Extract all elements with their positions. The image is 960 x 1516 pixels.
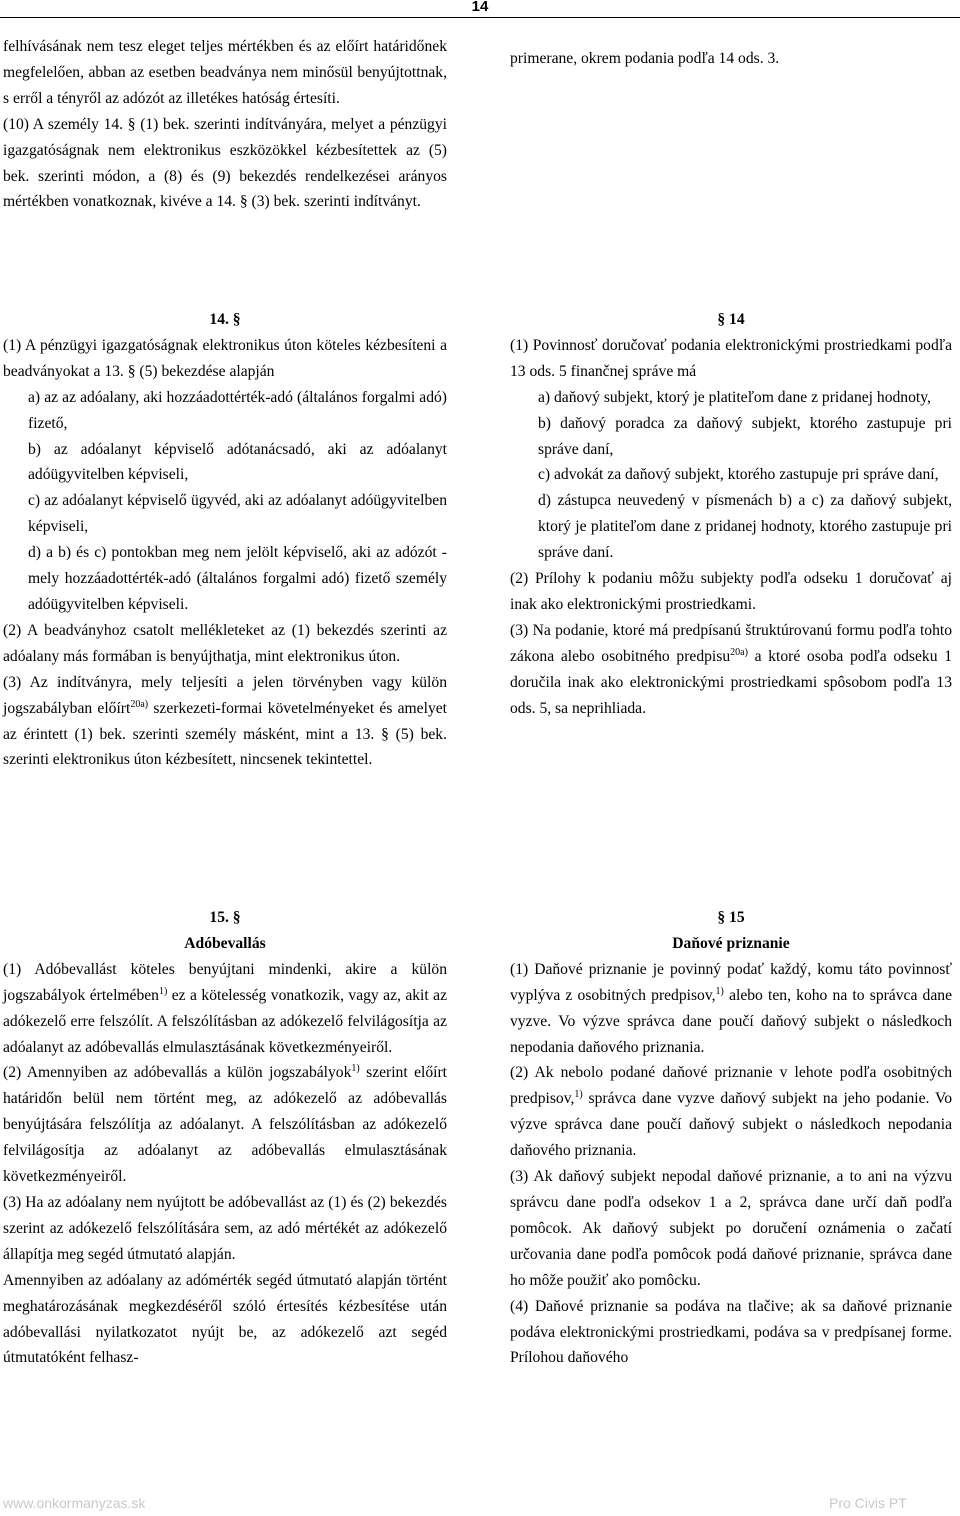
section-heading: § 14 (717, 311, 745, 328)
list-item: b) az adóalanyt képviselő adótanácsadó, aki az adóalanyt adóügyvitelben képviseli, (28, 440, 447, 484)
section-14-hu (3, 307, 447, 773)
section-heading: § 15 (717, 909, 745, 926)
text-run: (2) Ak nebolo podané daňové priznanie v lehote podľa osobitných predpisov, (510, 1064, 952, 1108)
text-run: (3) Az indítványra, mely teljesíti a jelen törvényben vagy külön jogszabályban előírt (3, 673, 447, 717)
section-title: Adóbevallás (184, 934, 266, 952)
page-number: 14 (471, 0, 489, 15)
list-item: d) zástupca neuvedený v písmenách b) a c) za daňový subjekt, ktorý je platiteľom dane z pridanej hodnoty, ktorého zastupuje pri správe daní. (538, 492, 952, 562)
section-heading: 14. § (209, 311, 241, 328)
paragraph: (2) A beadványhoz csatolt mellékleteket az (1) bekezdés szerinti az adóalany más formában is benyújthatja, mint elektronikus úton. (3, 621, 447, 665)
text-run: szerkezeti-formai követelményeket és amelyet az érintett (1) bek. szerinti személy másként, mint a 13. § (5) bek. szerinti elektronikus úton kézbesített, nincsenek tekintettel. (3, 699, 447, 769)
header-rule (0, 17, 960, 18)
section-15-hu (3, 905, 447, 1371)
paragraph: (1) Povinnosť doručovať podania elektronickými prostriedkami podľa 13 ods. 5 finančnej správe má (510, 336, 952, 380)
paragraph: Amennyiben az adóalany az adómérték segéd útmutató alapján történt meghatározásának megkezdéséről szóló értesítés kézbesítése után adóbevallási nyilatkozatot nyújt be, az adókezelő azt segéd útmutatóként felhasz- (3, 1271, 447, 1367)
paragraph: (4) Daňové priznanie sa podáva na tlačive; ak sa daňové priznanie podáva elektronickými prostriedkami, podáva sa v predpísanej forme. Prílohou daňového (510, 1297, 952, 1367)
paragraph (510, 957, 952, 1061)
paragraph: (2) Prílohy k podaniu môžu subjekty podľa odseku 1 doručovať aj inak ako elektronickými prostriedkami. (510, 570, 952, 613)
text-run: ez a kötelesség vonatkozik, vagy az, akit az adókezelő erre felszólít. A felszólításban az adókezelő felvilágosítja az adóalanyt az adóbevallás elmulasztásának következményeiről. (3, 986, 447, 1056)
text-run: alebo ten, koho na to správca dane vyzve. Vo výzve správca dane poučí daňový subjekt o následkoch nepodania daňového priznania. (510, 986, 952, 1056)
section-title: Daňové priznanie (672, 934, 790, 952)
block1-left-column (3, 34, 447, 215)
section-heading: 15. § (209, 909, 241, 926)
footnote-ref: 1) (574, 1089, 583, 1101)
block1-right-column (510, 46, 952, 72)
footnote-ref: 20a) (130, 698, 149, 710)
footnote-ref: 1) (715, 985, 724, 997)
paragraph (3, 1060, 447, 1190)
text-run: (1) Adóbevallást köteles benyújtani mindenki, akire a külön jogszabályok értelmében (3, 960, 447, 1004)
text-run: szerint előírt határidőn belül nem történt meg, az adókezelő az adóbevallás benyújtására felszólítja az adóalanyt. A felszólításban az adókezelő felvilágosítja az adóalanyt az adóbevallás elmulasztásának következményeiről. (3, 1064, 447, 1186)
list-item: c) advokát za daňový subjekt, ktorého zastupuje pri správe daní, (538, 466, 939, 484)
list-item: b) daňový poradca za daňový subjekt, ktorého zastupuje pri správe daní, (538, 414, 952, 458)
paragraph: (3) Ak daňový subjekt nepodal daňové priznanie, a to ani na výzvu správcu dane podľa odsekov 1 a 2, správca dane určí daň podľa pomôcok. Ak daňový subjekt po doručení oznámenia o začatí určovania dane podľa pomôcok podá daňové priznanie, správca dane ho môže použiť ako pomôcku. (510, 1168, 952, 1289)
footnote-ref: 1) (351, 1063, 360, 1075)
paragraph (510, 1060, 952, 1164)
paragraph: felhívásának nem tesz eleget teljes mértékben és az előírt határidőnek megfelelően, abban az esetben beadványa nem minősül benyújtottnak, s erről a tényről az adózót az illetékes hatóság értesíti. (3, 38, 447, 107)
paragraph: primerane, okrem podania podľa 14 ods. 3. (510, 50, 780, 67)
paragraph: (3) Ha az adóalany nem nyújtott be adóbevallást az (1) és (2) bekezdés szerint az adókezelő felszólítására sem, az adó mértékét az adókezelő állapítja meg segéd útmutató alapján. (3, 1193, 447, 1263)
paragraph (3, 670, 447, 774)
list-item: c) az adóalanyt képviselő ügyvéd, aki az adóalanyt adóügyvitelben képviseli, (28, 492, 447, 536)
list-item: a) az az adóalany, aki hozzáadottérték-adó (általános forgalmi adó) fizető, (28, 388, 447, 432)
footer-website: www.onkormanyzas.sk (3, 1495, 146, 1511)
section-14-sk (510, 307, 952, 722)
paragraph: (10) A személy 14. § (1) bek. szerinti indítványára, melyet a pénzügyi igazgatóságnak nem elektronikus eszközökkel kézbesítettek az (5) bek. szerinti módon, a (8) és (9) bekezdés rendelkezései arányos mértékben vonatkoznak, kivéve a 14. § (3) bek. szerinti indítványt. (3, 115, 447, 211)
text-run: (2) Amennyiben az adóbevallás a külön jogszabályok (3, 1064, 352, 1082)
paragraph (510, 618, 952, 722)
text-run: (1) Daňové priznanie je povinný podať každý, komu táto povinnosť vyplýva z osobitných predpisov, (510, 960, 952, 1004)
text-run: správca dane vyzve daňový subjekt na jeho podanie. Vo výzve správca dane poučí daňový subjekt o následkoch nepodania daňového priznania. (510, 1090, 952, 1160)
text-run: a ktoré osoba podľa odseku 1 doručila inak ako elektronickými prostriedkami spôsobom podľa 13 ods. 5, sa neprihliada. (510, 647, 952, 717)
footnote-ref: 1) (158, 985, 168, 997)
paragraph: (1) A pénzügyi igazgatóságnak elektronikus úton köteles kézbesíteni a beadványokat a 13. § (5) bekezdése alapján (3, 336, 447, 380)
text-run: (3) Na podanie, ktoré má predpísanú štruktúrovanú formu podľa tohto zákona alebo osobitného predpisu (510, 621, 952, 665)
paragraph (3, 957, 447, 1061)
section-15-sk (510, 905, 952, 1371)
footnote-ref: 20a) (730, 646, 748, 658)
footer-publisher: Pro Civis PT (829, 1495, 907, 1511)
list-item: a) daňový subjekt, ktorý je platiteľom dane z pridanej hodnoty, (538, 388, 931, 406)
list-item: d) a b) és c) pontokban meg nem jelölt képviselő, aki az adózót - mely hozzáadottérték-adó (általános forgalmi adó) fizető személy adóügyvitelben képviseli. (28, 544, 447, 613)
